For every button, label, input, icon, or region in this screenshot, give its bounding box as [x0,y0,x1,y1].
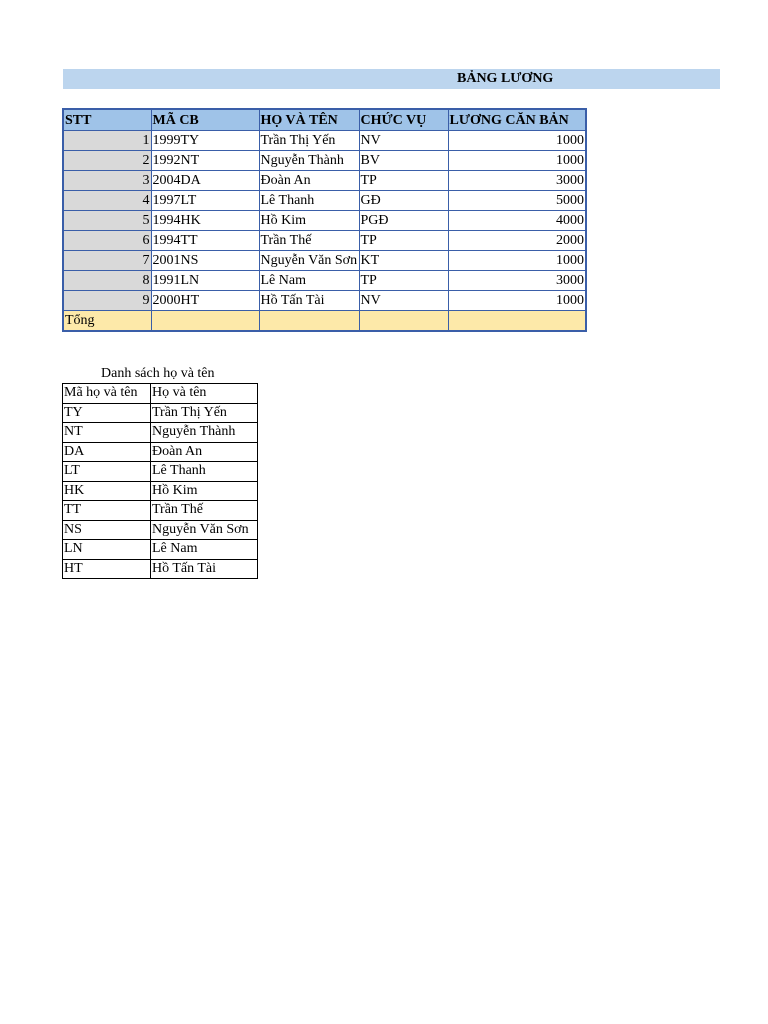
name-list-table [62,383,258,579]
header-chuc-vu[interactable]: CHỨC VỤ [359,109,448,131]
name-cell[interactable]: Đoàn An [151,442,258,462]
ma-cb-cell[interactable]: 1992NT [151,151,259,171]
chuc-vu-cell[interactable]: TP [359,231,448,251]
total-row [63,311,586,332]
code-cell[interactable]: DA [63,442,151,462]
name-cell[interactable]: Nguyễn Thành [151,423,258,443]
name-list-body [63,403,258,579]
header-name[interactable]: Họ và tên [151,384,258,404]
name-cell[interactable]: Lê Nam [151,540,258,560]
name-list-caption: Danh sách họ và tên [101,366,215,381]
chuc-vu-cell[interactable]: PGĐ [359,211,448,231]
name-cell[interactable]: Hồ Kim [151,481,258,501]
code-cell[interactable]: HT [63,559,151,579]
list-item [63,403,258,423]
chuc-vu-cell[interactable]: KT [359,251,448,271]
table-row [63,171,586,191]
list-item [63,559,258,579]
table-row [63,191,586,211]
total-label[interactable]: Tổng [63,311,151,332]
ho-ten-cell[interactable]: Nguyễn Thành [259,151,359,171]
total-cell[interactable] [448,311,586,332]
list-item [63,540,258,560]
luong-cell[interactable]: 2000 [448,231,586,251]
name-cell[interactable]: Trần Thị Yến [151,403,258,423]
stt-cell[interactable]: 5 [63,211,151,231]
header-luong[interactable]: LƯƠNG CĂN BẢN [448,109,586,131]
luong-cell[interactable]: 1000 [448,251,586,271]
chuc-vu-cell[interactable]: GĐ [359,191,448,211]
name-cell[interactable]: Trần Thế [151,501,258,521]
header-ma-cb[interactable]: MÃ CB [151,109,259,131]
stt-cell[interactable]: 4 [63,191,151,211]
code-cell[interactable]: HK [63,481,151,501]
list-item [63,481,258,501]
stt-cell[interactable]: 3 [63,171,151,191]
salary-table-body [63,131,586,311]
list-item [63,462,258,482]
total-cell[interactable] [359,311,448,332]
luong-cell[interactable]: 4000 [448,211,586,231]
ma-cb-cell[interactable]: 2001NS [151,251,259,271]
header-code[interactable]: Mã họ và tên [63,384,151,404]
table-row [63,131,586,151]
chuc-vu-cell[interactable]: NV [359,131,448,151]
code-cell[interactable]: TY [63,403,151,423]
ma-cb-cell[interactable]: 1994HK [151,211,259,231]
ma-cb-cell[interactable]: 2004DA [151,171,259,191]
sheet-title: BẢNG LƯƠNG [457,71,554,86]
list-item [63,501,258,521]
total-cell[interactable] [151,311,259,332]
luong-cell[interactable]: 1000 [448,151,586,171]
title-band [63,69,720,89]
ho-ten-cell[interactable]: Hồ Kim [259,211,359,231]
table-row [63,231,586,251]
code-cell[interactable]: LT [63,462,151,482]
chuc-vu-cell[interactable]: NV [359,291,448,311]
ho-ten-cell[interactable]: Lê Nam [259,271,359,291]
header-stt[interactable]: STT [63,109,151,131]
table-row [63,271,586,291]
name-list-header [63,384,258,404]
luong-cell[interactable]: 1000 [448,291,586,311]
luong-cell[interactable]: 1000 [448,131,586,151]
luong-cell[interactable]: 3000 [448,171,586,191]
name-cell[interactable]: Nguyễn Văn Sơn [151,520,258,540]
ho-ten-cell[interactable]: Nguyễn Văn Sơn [259,251,359,271]
ma-cb-cell[interactable]: 1991LN [151,271,259,291]
ho-ten-cell[interactable]: Lê Thanh [259,191,359,211]
ma-cb-cell[interactable]: 1999TY [151,131,259,151]
chuc-vu-cell[interactable]: TP [359,271,448,291]
table-row [63,251,586,271]
name-cell[interactable]: Hồ Tấn Tài [151,559,258,579]
salary-table [62,108,587,332]
code-cell[interactable]: TT [63,501,151,521]
ho-ten-cell[interactable]: Trần Thế [259,231,359,251]
ma-cb-cell[interactable]: 2000HT [151,291,259,311]
code-cell[interactable]: LN [63,540,151,560]
list-item [63,442,258,462]
stt-cell[interactable]: 8 [63,271,151,291]
stt-cell[interactable]: 1 [63,131,151,151]
table-row [63,291,586,311]
stt-cell[interactable]: 6 [63,231,151,251]
chuc-vu-cell[interactable]: BV [359,151,448,171]
salary-table-header [63,109,586,131]
stt-cell[interactable]: 2 [63,151,151,171]
total-cell[interactable] [259,311,359,332]
stt-cell[interactable]: 7 [63,251,151,271]
ho-ten-cell[interactable]: Trần Thị Yến [259,131,359,151]
code-cell[interactable]: NT [63,423,151,443]
header-ho-ten[interactable]: HỌ VÀ TÊN [259,109,359,131]
code-cell[interactable]: NS [63,520,151,540]
ho-ten-cell[interactable]: Hồ Tấn Tài [259,291,359,311]
stt-cell[interactable]: 9 [63,291,151,311]
ma-cb-cell[interactable]: 1997LT [151,191,259,211]
name-cell[interactable]: Lê Thanh [151,462,258,482]
luong-cell[interactable]: 5000 [448,191,586,211]
ma-cb-cell[interactable]: 1994TT [151,231,259,251]
list-item [63,520,258,540]
luong-cell[interactable]: 3000 [448,271,586,291]
ho-ten-cell[interactable]: Đoàn An [259,171,359,191]
table-row [63,211,586,231]
table-row [63,151,586,171]
list-item [63,423,258,443]
chuc-vu-cell[interactable]: TP [359,171,448,191]
